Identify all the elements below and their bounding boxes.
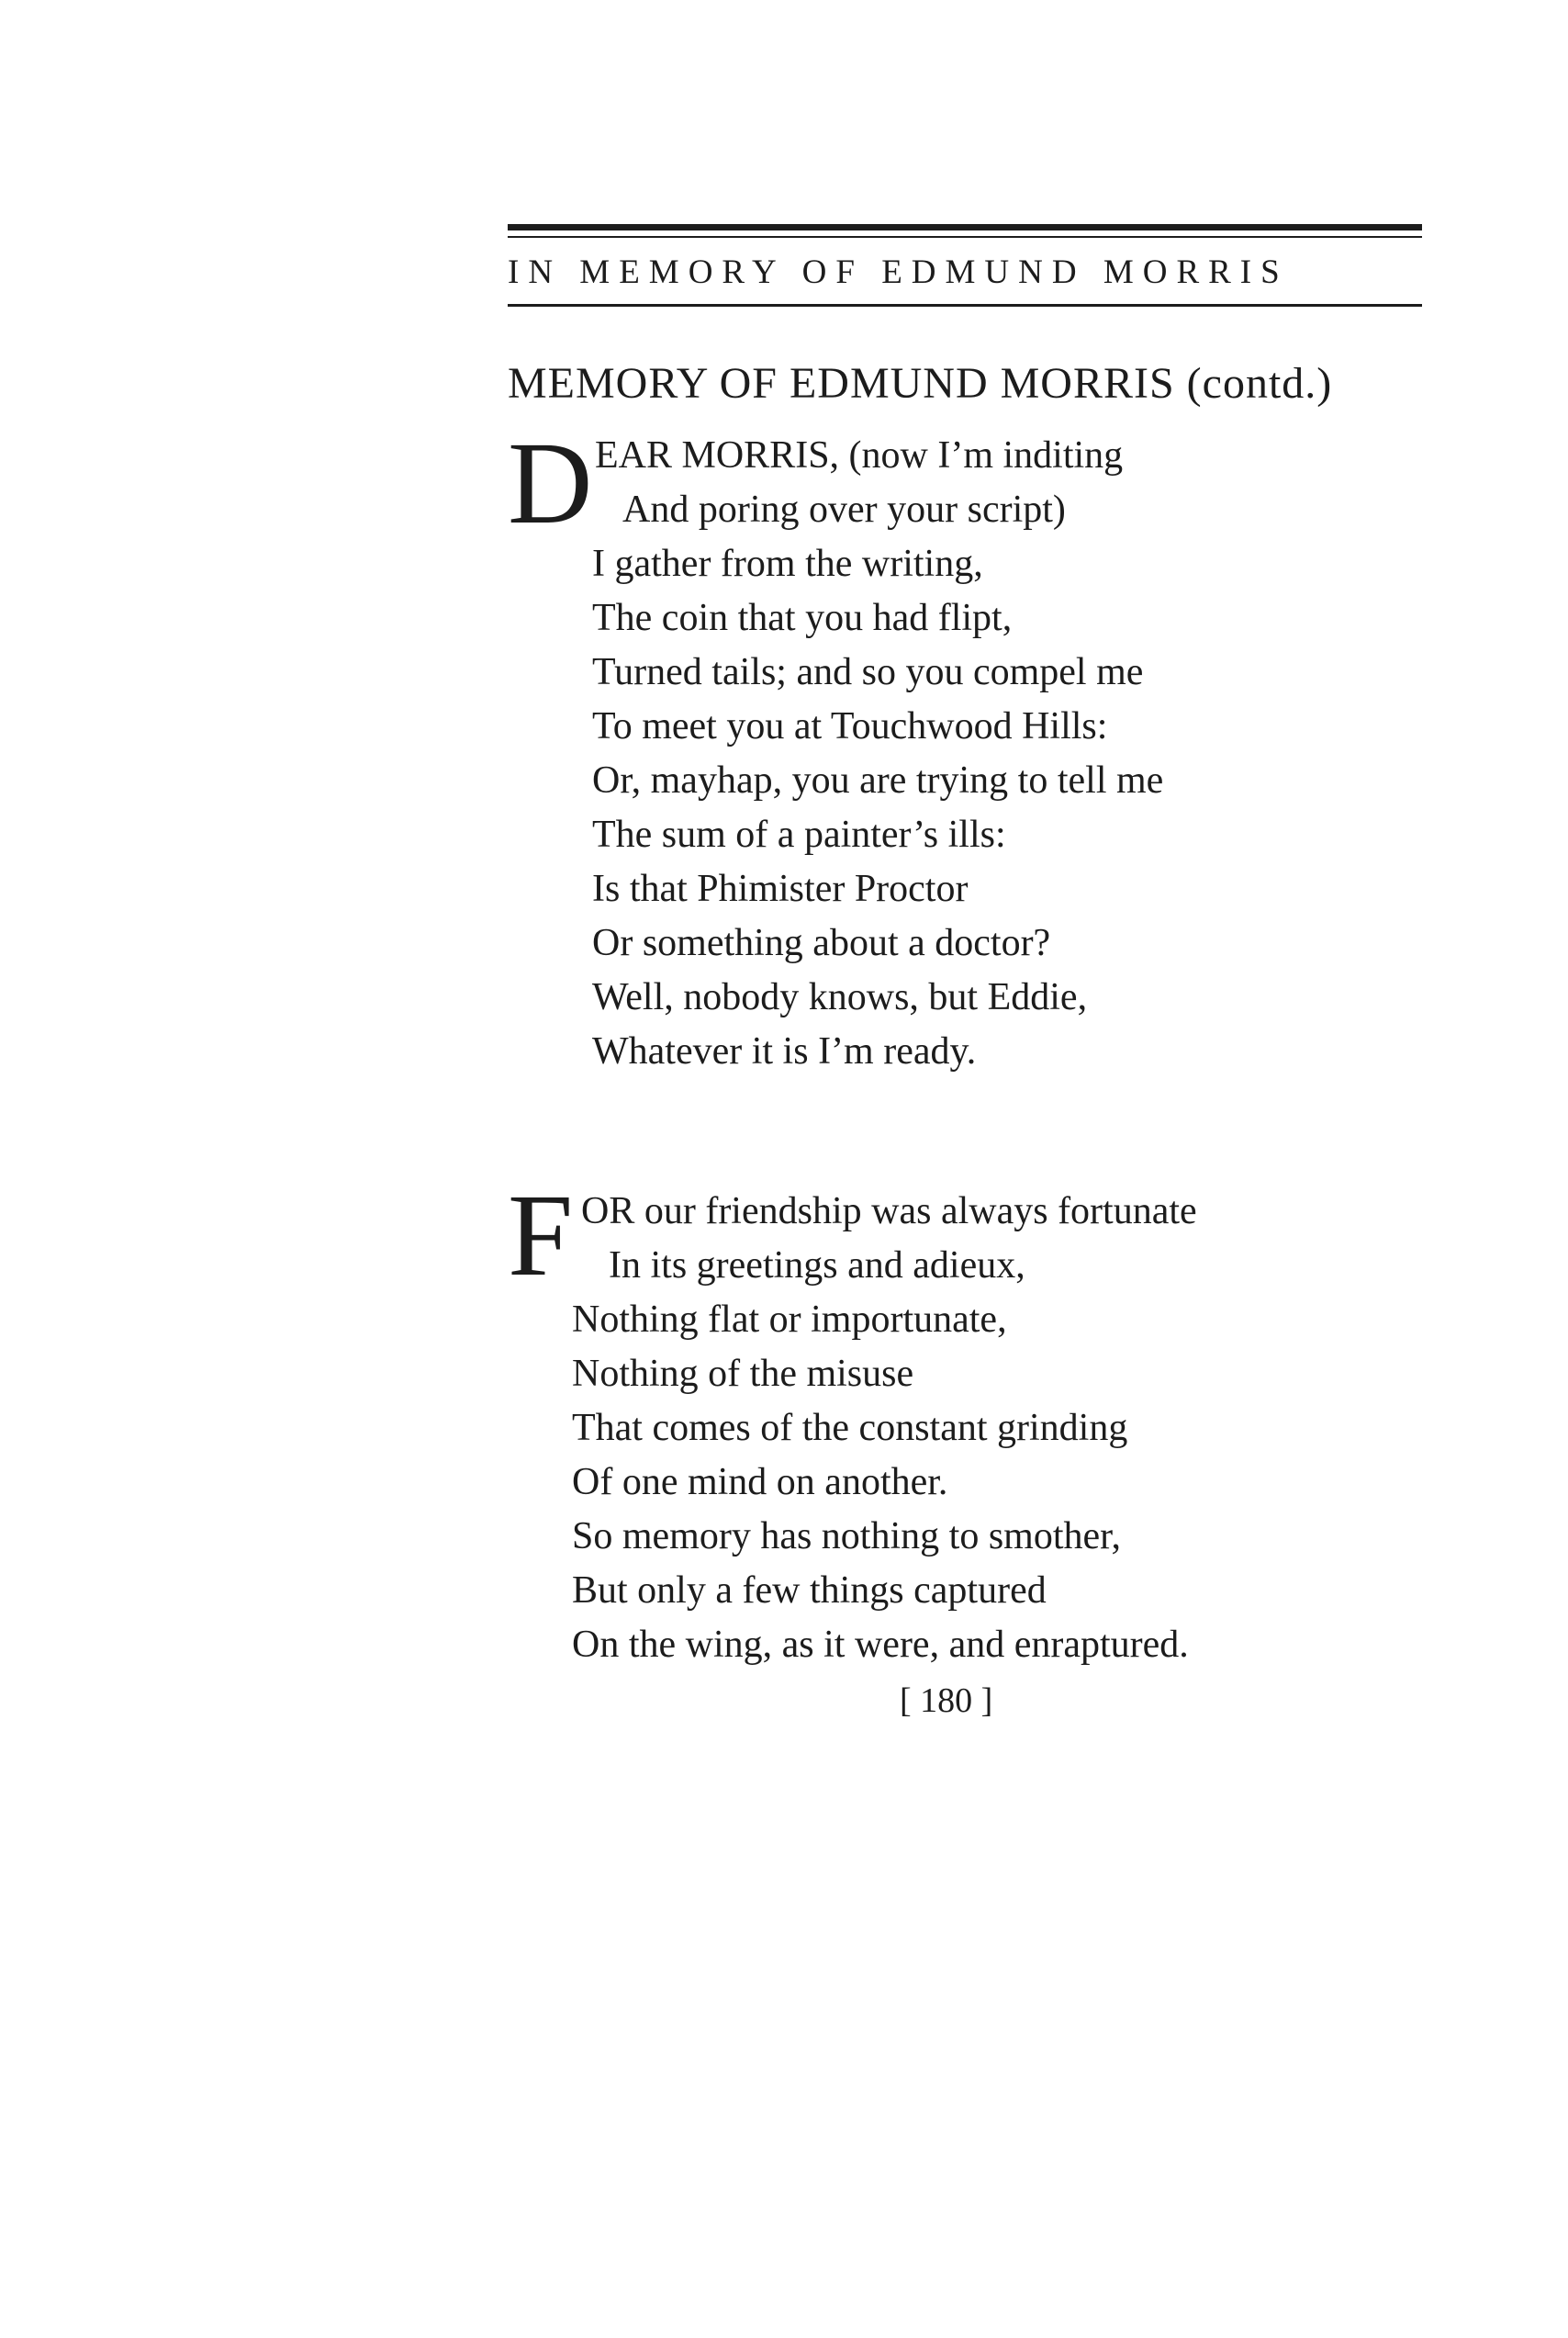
section-title: MEMORY OF EDMUND MORRIS (contd.) [508,359,1333,408]
verse-line: On the wing, as it were, and enraptured. [572,1624,1189,1666]
verse-line: But only a few things captured [572,1569,1047,1612]
verse-line: Turned tails; and so you compel me [592,651,1144,693]
verse-line: Or something about a doctor? [592,922,1051,964]
verse-line: Whatever it is I’m ready. [592,1030,977,1073]
page-number: [ 180 ] [900,1681,993,1720]
verse-line: To meet you at Touchwood Hills: [592,705,1108,747]
verse-line: EAR MORRIS, (now I’m inditing [595,434,1124,477]
verse-line: Well, nobody knows, but Eddie, [592,976,1088,1018]
drop-cap: F [508,1170,574,1300]
drop-cap: D [508,418,593,548]
header-rule-bottom [508,304,1422,307]
verse-line: OR our friendship was always fortunate [581,1190,1197,1232]
verse-line: The sum of a painter’s ills: [592,814,1006,856]
running-head: IN MEMORY OF EDMUND MORRIS [508,253,1289,291]
verse-line: In its greetings and adieux, [609,1244,1025,1287]
header-rule-thick [508,224,1422,230]
verse-line: Nothing of the misuse [572,1353,914,1395]
verse-line: Nothing flat or importunate, [572,1298,1007,1341]
verse-line: Or, mayhap, you are trying to tell me [592,759,1164,802]
verse-line: And poring over your script) [622,489,1066,531]
header-rule-thin [508,236,1422,238]
verse-line: Of one mind on another. [572,1461,948,1503]
verse-line: The coin that you had flipt, [592,597,1013,639]
verse-line: That comes of the constant grinding [572,1407,1128,1449]
verse-line: Is that Phimister Proctor [592,868,969,910]
verse-line: I gather from the writing, [592,543,983,585]
verse-line: So memory has nothing to smother, [572,1515,1121,1557]
